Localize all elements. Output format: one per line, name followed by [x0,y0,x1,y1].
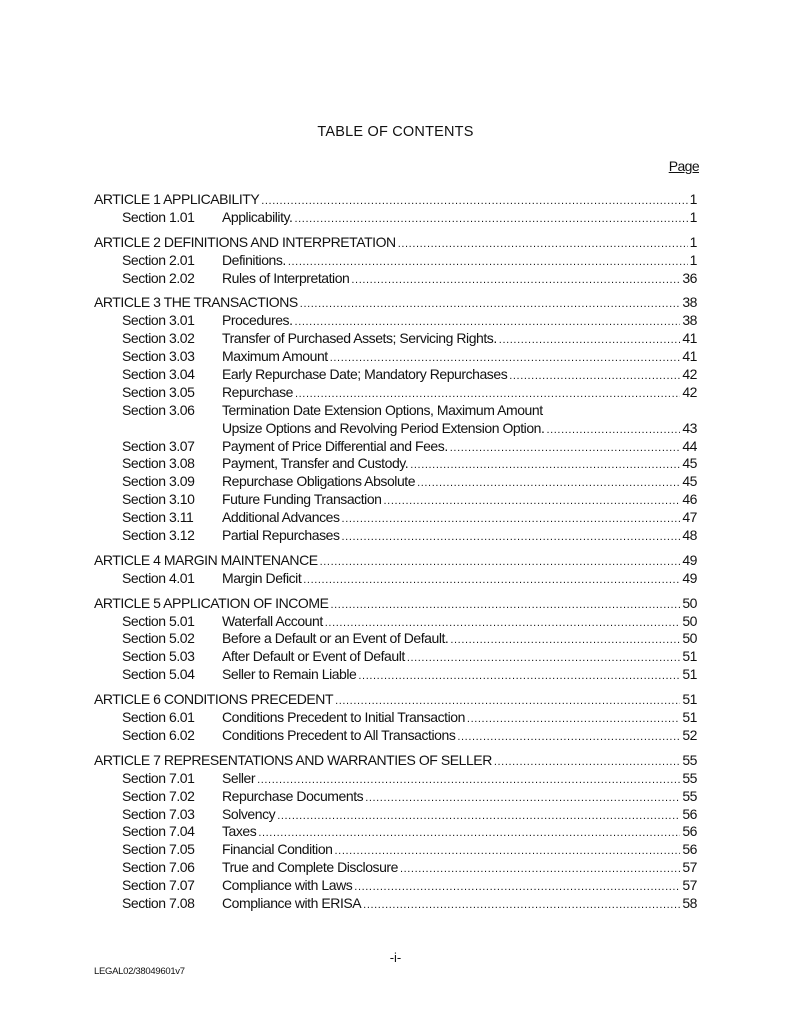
dot-leader [400,861,680,877]
section-page-number: 56 [682,823,697,840]
section-title: Conditions Precedent to Initial Transaction [222,709,465,726]
article-page-number: 49 [682,551,697,568]
toc-section-entry[interactable] [94,330,697,348]
section-title: Margin Deficit [222,569,302,586]
toc-article-entry[interactable] [94,191,697,209]
section-number: Section 7.07 [122,877,195,894]
section-title: Conditions Precedent to All Transactions [222,726,456,743]
dot-leader [342,529,681,545]
section-title: Seller [222,769,256,786]
section-title: Compliance with ERISA [222,894,362,911]
section-number: Section 7.06 [122,859,195,876]
section-title: Repurchase [222,383,293,400]
article-heading: ARTICLE 7 REPRESENTATIONS AND WARRANTIES OF SELLER [94,751,492,768]
toc-section-entry[interactable] [94,788,697,806]
dot-leader [494,754,680,770]
section-title: Seller to Remain Liable [222,666,357,683]
section-page-number: 51 [682,666,697,683]
dot-leader [499,332,681,348]
section-title: Applicability. [222,208,293,225]
toc-section-entry[interactable] [94,727,697,745]
section-page-number: 50 [682,630,697,647]
toc-title: TABLE OF CONTENTS [317,124,474,140]
section-title: Rules of Interpretation [222,269,350,286]
toc-section-entry[interactable] [94,252,697,270]
dot-leader [354,879,680,895]
toc-section-entry[interactable] [94,366,697,384]
toc-section-entry[interactable] [94,312,697,330]
section-number: Section 1.01 [122,208,195,225]
section-title: Definitions. [222,251,286,268]
article-page-number: 38 [682,294,697,311]
section-page-number: 50 [682,612,697,629]
toc-section-entry[interactable] [94,384,697,402]
section-number: Section 3.01 [122,312,195,329]
dot-leader [295,386,680,402]
dot-leader [261,193,687,209]
section-page-number: 49 [682,569,697,586]
toc-section-entry-continued[interactable] [94,420,697,438]
toc-section-entry[interactable] [94,806,697,824]
section-number: Section 3.03 [122,348,195,365]
section-number: Section 5.03 [122,648,195,665]
dot-leader [303,572,680,588]
section-page-number: 41 [682,348,697,365]
section-number: Section 2.01 [122,251,195,268]
toc-article-entry[interactable] [94,691,697,709]
section-number: Section 7.08 [122,894,195,911]
dot-leader [300,296,681,312]
dot-leader [407,650,681,666]
section-title: Partial Repurchases [222,527,340,544]
toc-section-entry[interactable] [94,348,697,366]
section-page-number: 51 [682,648,697,665]
article-heading: ARTICLE 4 MARGIN MAINTENANCE [94,551,318,568]
table-of-contents [94,191,697,913]
document-id: LEGAL02/38049601v7 [94,966,185,977]
dot-leader [457,729,680,745]
section-number: Section 3.07 [122,437,195,454]
toc-section-entry[interactable] [94,648,697,666]
article-heading: ARTICLE 1 APPLICABILITY [94,191,260,207]
section-page-number: 57 [682,877,697,894]
toc-section-entry[interactable] [94,709,697,727]
section-page-number: 46 [682,491,697,508]
toc-article-entry[interactable] [94,752,697,770]
toc-section-entry[interactable] [94,613,697,631]
section-title: Repurchase Obligations Absolute [222,473,416,490]
section-title: Maximum Amount [222,348,328,365]
section-number: Section 3.12 [122,527,195,544]
article-page-number: 50 [682,594,697,611]
toc-section-entry[interactable] [94,270,697,288]
dot-leader [277,808,680,824]
dot-leader [351,272,680,288]
toc-section-entry[interactable] [94,630,697,648]
section-page-number: 42 [682,366,697,383]
toc-article [94,234,697,288]
section-number: Section 7.05 [122,841,195,858]
toc-section-entry[interactable] [94,770,697,788]
dot-leader [257,772,680,788]
section-page-number: 1 [689,208,697,225]
section-number: Section 6.01 [122,709,195,726]
section-page-number: 42 [682,383,697,400]
toc-section-entry[interactable] [94,402,697,420]
section-page-number: 51 [682,709,697,726]
article-heading: ARTICLE 2 DEFINITIONS AND INTERPRETATION [94,233,396,250]
section-number: Section 7.02 [122,787,195,804]
dot-leader [295,314,681,330]
section-page-number: 45 [682,455,697,472]
section-title: Early Repurchase Date; Mandatory Repurchases [222,366,508,383]
dot-leader [450,440,681,456]
article-heading: ARTICLE 3 THE TRANSACTIONS [94,294,298,311]
toc-section-entry[interactable] [94,455,697,473]
section-page-number: 36 [682,269,697,286]
dot-leader [258,825,680,841]
toc-article [94,191,697,227]
section-title: Financial Condition [222,841,333,858]
section-page-number: 44 [682,437,697,454]
toc-section-entry[interactable] [94,895,697,913]
section-number: Section 3.08 [122,455,195,472]
toc-section-entry[interactable] [94,527,697,545]
toc-section-entry[interactable] [94,841,697,859]
toc-article-entry[interactable] [94,595,697,613]
section-page-number: 43 [682,419,697,436]
toc-article-entry[interactable] [94,234,697,252]
page-column-label: Page [668,158,699,174]
section-number: Section 7.01 [122,769,195,786]
dot-leader [365,790,680,806]
toc-section-entry[interactable] [94,666,697,684]
section-number: Section 7.03 [122,805,195,822]
section-title: Solvency [222,805,276,822]
section-page-number: 38 [682,312,697,329]
dot-leader [335,693,680,709]
toc-section-entry[interactable] [94,473,697,491]
section-page-number: 56 [682,841,697,858]
section-title: Procedures. [222,312,293,329]
section-title: Additional Advances [222,509,340,526]
dot-leader [330,597,680,613]
section-page-number: 56 [682,805,697,822]
section-title-continued: Upsize Options and Revolving Period Extension Option. [222,419,545,436]
toc-article [94,595,697,684]
section-page-number: 47 [682,509,697,526]
toc-section-entry[interactable] [94,491,697,509]
dot-leader [450,632,680,648]
section-title: Payment, Transfer and Custody. [222,455,409,472]
dot-leader [509,368,680,384]
article-heading: ARTICLE 6 CONDITIONS PRECEDENT [94,691,334,708]
section-page-number: 41 [682,330,697,347]
section-number: Section 5.04 [122,666,195,683]
toc-section-entry[interactable] [94,877,697,895]
section-page-number: 52 [682,726,697,743]
dot-leader [342,511,681,527]
dot-leader [330,350,681,366]
toc-section-entry[interactable] [94,209,697,227]
section-number: Section 6.02 [122,726,195,743]
article-heading: ARTICLE 5 APPLICATION OF INCOME [94,594,329,611]
toc-article [94,752,697,913]
toc-section-entry[interactable] [94,509,697,527]
section-title: True and Complete Disclosure [222,859,398,876]
section-number: Section 3.09 [122,473,195,490]
section-number: Section 3.04 [122,366,195,383]
toc-article-entry[interactable] [94,294,697,312]
section-title: After Default or Event of Default [222,648,405,665]
section-number: Section 3.06 [122,401,195,418]
dot-leader [335,843,681,859]
article-page-number: 55 [682,751,697,768]
footer-page-number: -i- [389,950,402,965]
toc-section-entry[interactable] [94,859,697,877]
section-title: Termination Date Extension Options, Maximum Amount [222,401,543,418]
dot-leader [398,236,688,252]
dot-leader [294,211,687,227]
dot-leader [410,457,680,473]
section-number: Section 7.04 [122,823,195,840]
dot-leader [417,475,680,491]
section-title: Future Funding Transaction [222,491,382,508]
section-number: Section 5.01 [122,612,195,629]
section-page-number: 55 [682,787,697,804]
dot-leader [288,254,688,270]
toc-article [94,552,697,588]
toc-article-entry[interactable] [94,552,697,570]
section-number: Section 4.01 [122,569,195,586]
toc-section-entry[interactable] [94,823,697,841]
section-page-number: 55 [682,769,697,786]
section-title: Repurchase Documents [222,787,364,804]
section-number: Section 3.10 [122,491,195,508]
section-page-number: 57 [682,859,697,876]
section-number: Section 3.11 [122,509,194,526]
section-page-number: 58 [682,894,697,911]
section-page-number: 1 [689,251,697,268]
dot-leader [325,615,681,631]
dot-leader [546,422,680,438]
dot-leader [384,493,681,509]
toc-article [94,294,697,544]
section-page-number: 48 [682,527,697,544]
article-page-number: 51 [682,691,697,708]
section-page-number: 45 [682,473,697,490]
section-number: Section 2.02 [122,269,195,286]
article-page-number: 1 [689,233,697,250]
dot-leader [320,554,681,570]
dot-leader [358,668,680,684]
section-number: Section 3.02 [122,330,195,347]
article-page-number: 1 [689,191,697,207]
section-title: Waterfall Account [222,612,323,629]
toc-section-entry[interactable] [94,438,697,456]
dot-leader [363,897,680,913]
toc-article [94,691,697,745]
section-title: Before a Default or an Event of Default. [222,630,449,647]
toc-section-entry[interactable] [94,570,697,588]
section-number: Section 3.05 [122,383,195,400]
dot-leader [467,711,680,727]
section-title: Payment of Price Differential and Fees. [222,437,448,454]
section-title: Taxes [222,823,257,840]
section-title: Transfer of Purchased Assets; Servicing Rights. [222,330,497,347]
section-number: Section 5.02 [122,630,195,647]
section-title: Compliance with Laws [222,877,353,894]
